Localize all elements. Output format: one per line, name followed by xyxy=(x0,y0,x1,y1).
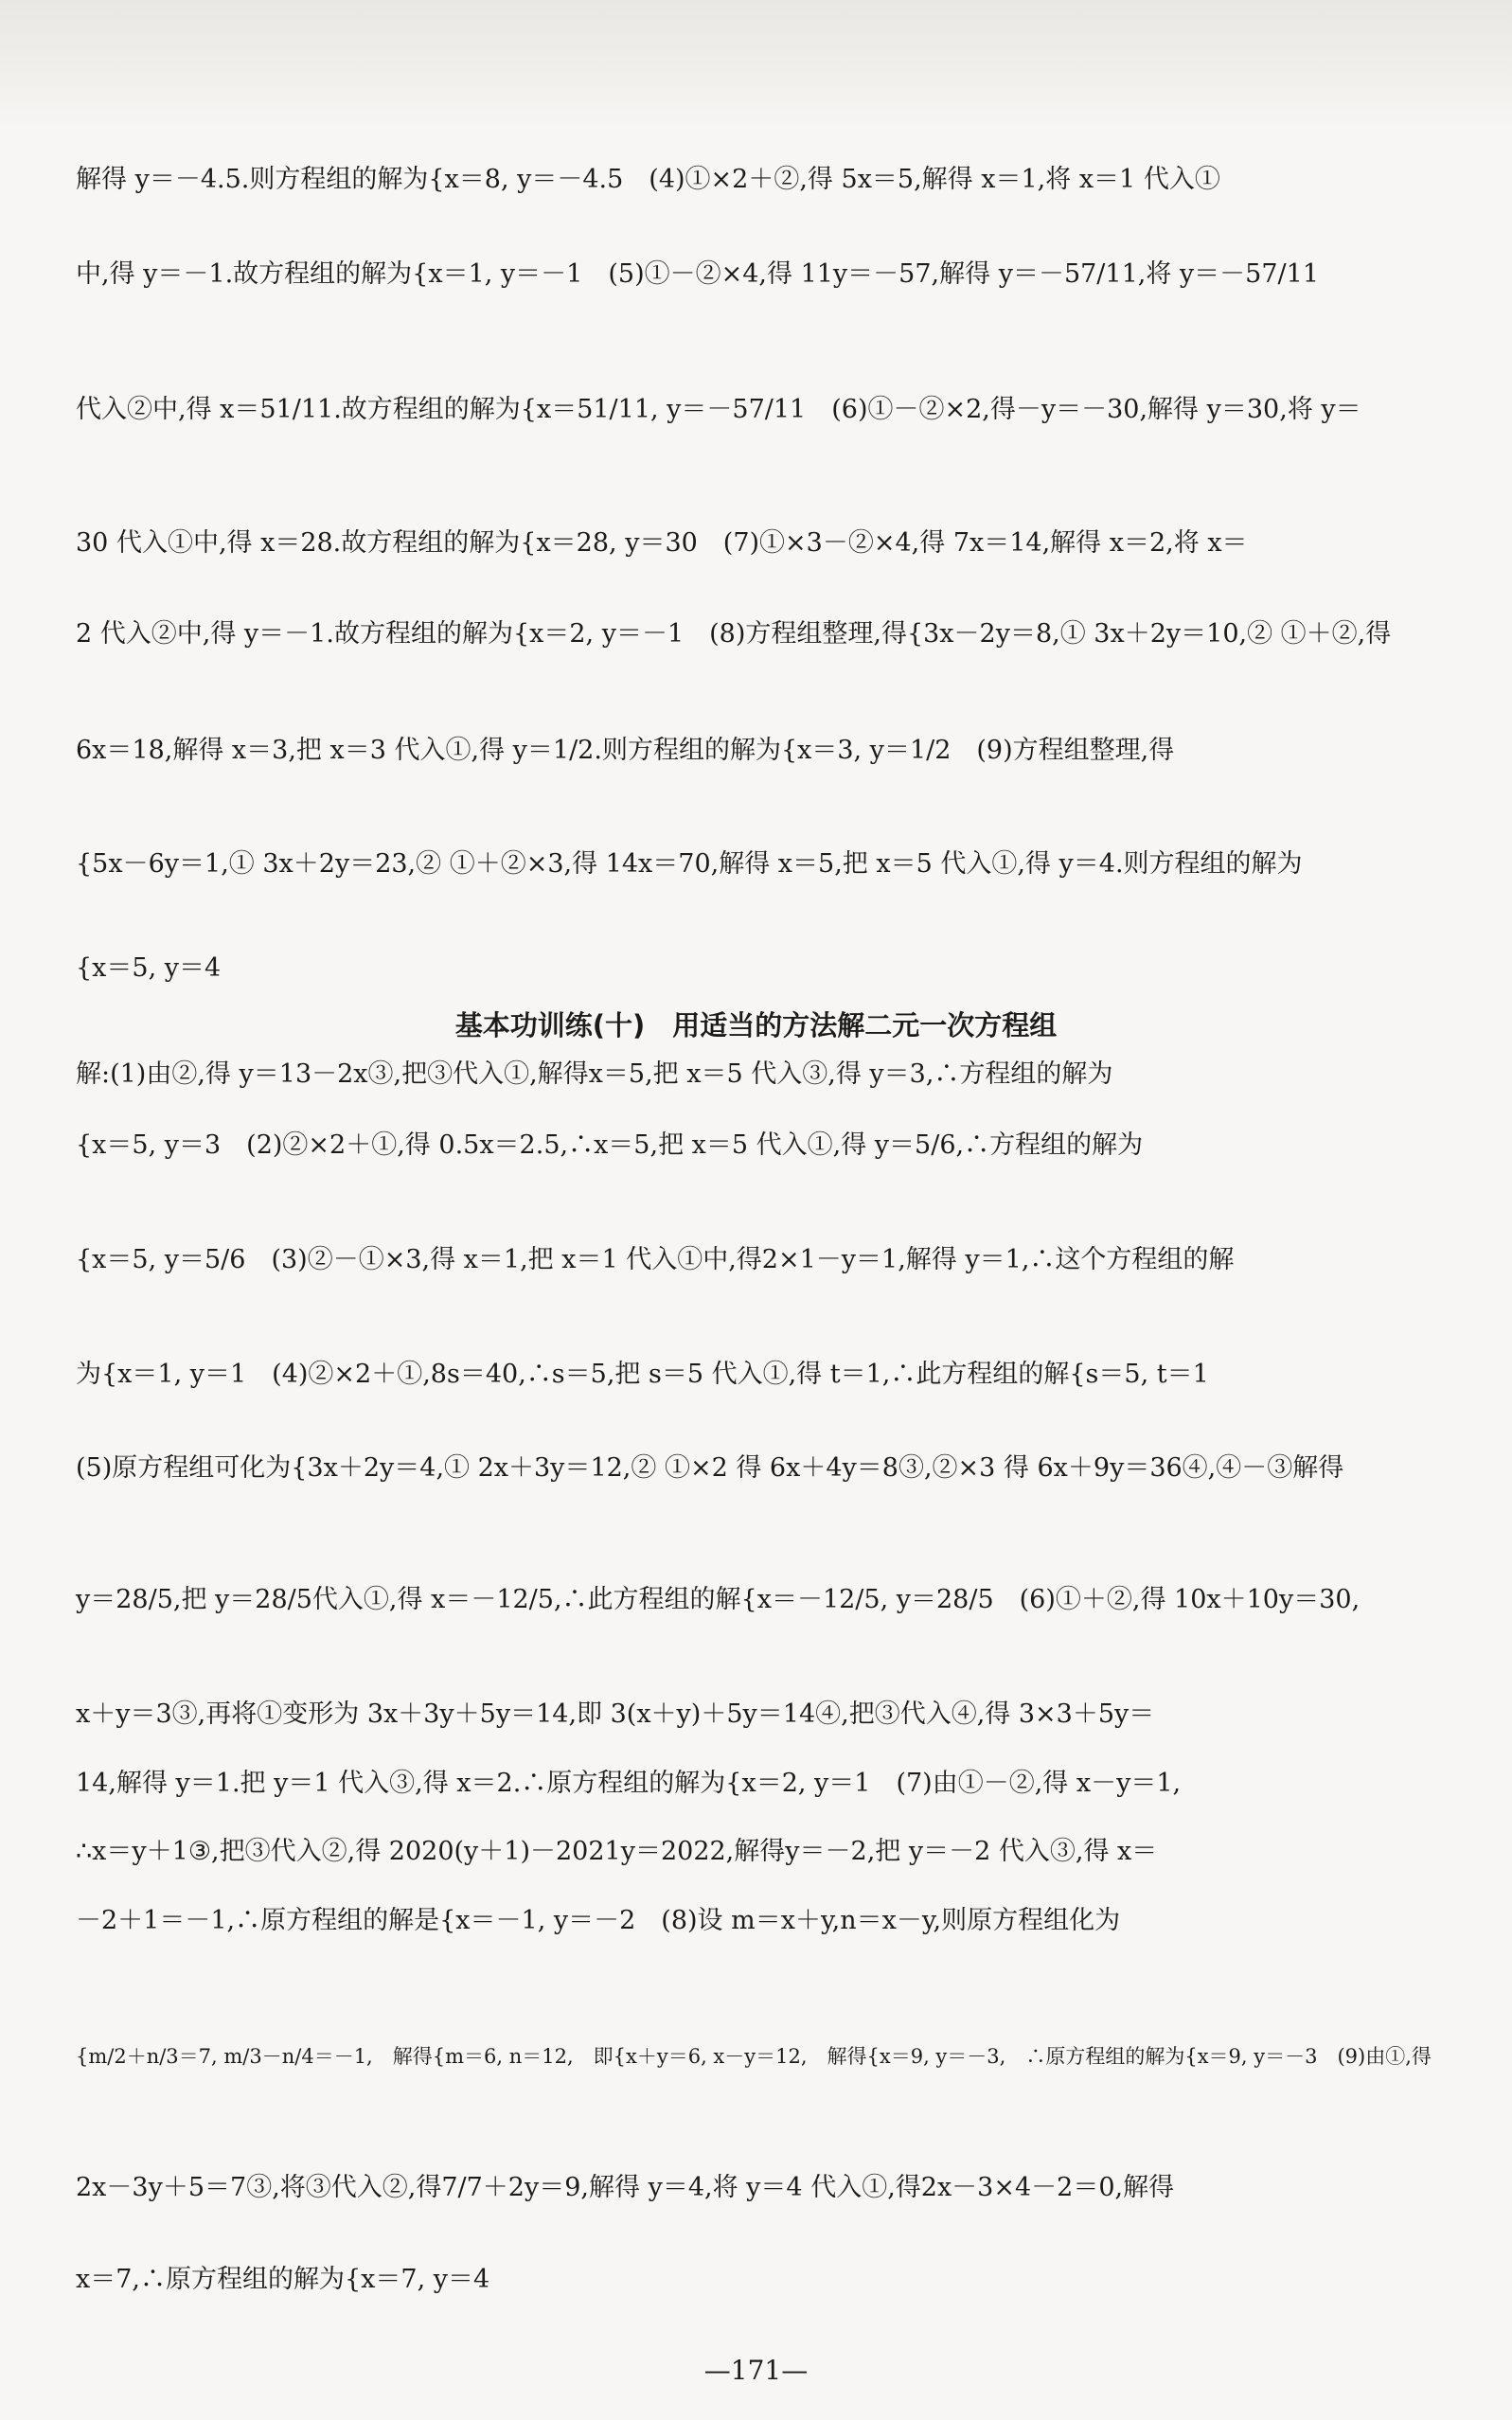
text-line: 为{x＝1, y＝1 (4)②×2＋①,8s＝40,∴s＝5,把 s＝5 代入①,得 t＝1,∴此方程组的解{s＝5, t＝1 xyxy=(76,1360,1209,1389)
text-line: 代入②中,得 x＝51/11.故方程组的解为{x＝51/11, y＝－57/11 (6)①－②×2,得－y＝－30,解得 y＝30,将 y＝ xyxy=(76,395,1361,424)
text-line: (5)原方程组可化为{3x＋2y＝4,① 2x＋3y＝12,② ①×2 得 6x＋4y＝8③,②×3 得 6x＋9y＝36④,④－③解得 xyxy=(76,1453,1344,1483)
text-line: ∴x＝y＋1③,把③代入②,得 2020(y＋1)－2021y＝2022,解得y＝－2,把 y＝－2 代入③,得 x＝ xyxy=(76,1837,1158,1866)
text-line: 2 代入②中,得 y＝－1.故方程组的解为{x＝2, y＝－1 (8)方程组整理,得{3x－2y＝8,① 3x＋2y＝10,② ①＋②,得 xyxy=(76,619,1392,649)
text-line: 中,得 y＝－1.故方程组的解为{x＝1, y＝－1 (5)①－②×4,得 11y＝－57,解得 y＝－57/11,将 y＝－57/11 xyxy=(76,259,1319,289)
text-line: x＋y＝3③,再将①变形为 3x＋3y＋5y＝14,即 3(x＋y)＋5y＝14④,把③代入④,得 3×3＋5y＝ xyxy=(76,1699,1155,1729)
text-line: －2＋1＝－1,∴原方程组的解是{x＝－1, y＝－2 (8)设 m＝x＋y,n＝x－y,则原方程组化为 xyxy=(76,1906,1121,1935)
page-number: —171— xyxy=(703,2355,809,2386)
text-line: 解:(1)由②,得 y＝13－2x③,把③代入①,解得x＝5,把 x＝5 代入③,得 y＝3,∴方程组的解为 xyxy=(76,1059,1113,1089)
text-line: {x＝5, y＝3 (2)②×2＋①,得 0.5x＝2.5,∴x＝5,把 x＝5 代入①,得 y＝5/6,∴方程组的解为 xyxy=(76,1130,1144,1160)
text-line: {m/2＋n/3＝7, m/3－n/4＝－1, 解得{m＝6, n＝12, 即{x＋y＝6, x－y＝12, 解得{x＝9, y＝－3, ∴原方程组的解为{x＝9, y＝－3 (9)由①,得 xyxy=(76,2045,1432,2068)
text-line: {x＝5, y＝4 xyxy=(76,953,222,983)
text-line: {5x－6y＝1,① 3x＋2y＝23,② ①＋②×3,得 14x＝70,解得 x＝5,把 x＝5 代入①,得 y＝4.则方程组的解为 xyxy=(76,849,1303,879)
text-line: 14,解得 y＝1.把 y＝1 代入③,得 x＝2.∴原方程组的解为{x＝2, y＝1 (7)由①－②,得 x－y＝1, xyxy=(76,1769,1182,1798)
text-line: 30 代入①中,得 x＝28.故方程组的解为{x＝28, y＝30 (7)①×3－②×4,得 7x＝14,解得 x＝2,将 x＝ xyxy=(76,528,1248,558)
text-line: 2x－3y＋5＝7③,将③代入②,得7/7＋2y＝9,解得 y＝4,将 y＝4 代入①,得2x－3×4－2＝0,解得 xyxy=(76,2173,1175,2202)
scan-shadow xyxy=(0,0,1512,133)
text-line: y＝28/5,把 y＝28/5代入①,得 x＝－12/5,∴此方程组的解{x＝－12/5, y＝28/5 (6)①＋②,得 10x＋10y＝30, xyxy=(76,1585,1361,1614)
text-line: {x＝5, y＝5/6 (3)②－①×3,得 x＝1,把 x＝1 代入①中,得2×1－y＝1,解得 y＝1,∴这个方程组的解 xyxy=(76,1245,1235,1274)
text-line: 解得 y＝－4.5.则方程组的解为{x＝8, y＝－4.5 (4)①×2＋②,得 5x＝5,解得 x＝1,将 x＝1 代入① xyxy=(76,165,1220,194)
section-heading: 基本功训练(十) 用适当的方法解二元一次方程组 xyxy=(454,1009,1058,1041)
text-line: x＝7,∴原方程组的解为{x＝7, y＝4 xyxy=(76,2265,490,2294)
text-line: 6x＝18,解得 x＝3,把 x＝3 代入①,得 y＝1/2.则方程组的解为{x＝3, y＝1/2 (9)方程组整理,得 xyxy=(76,736,1175,765)
